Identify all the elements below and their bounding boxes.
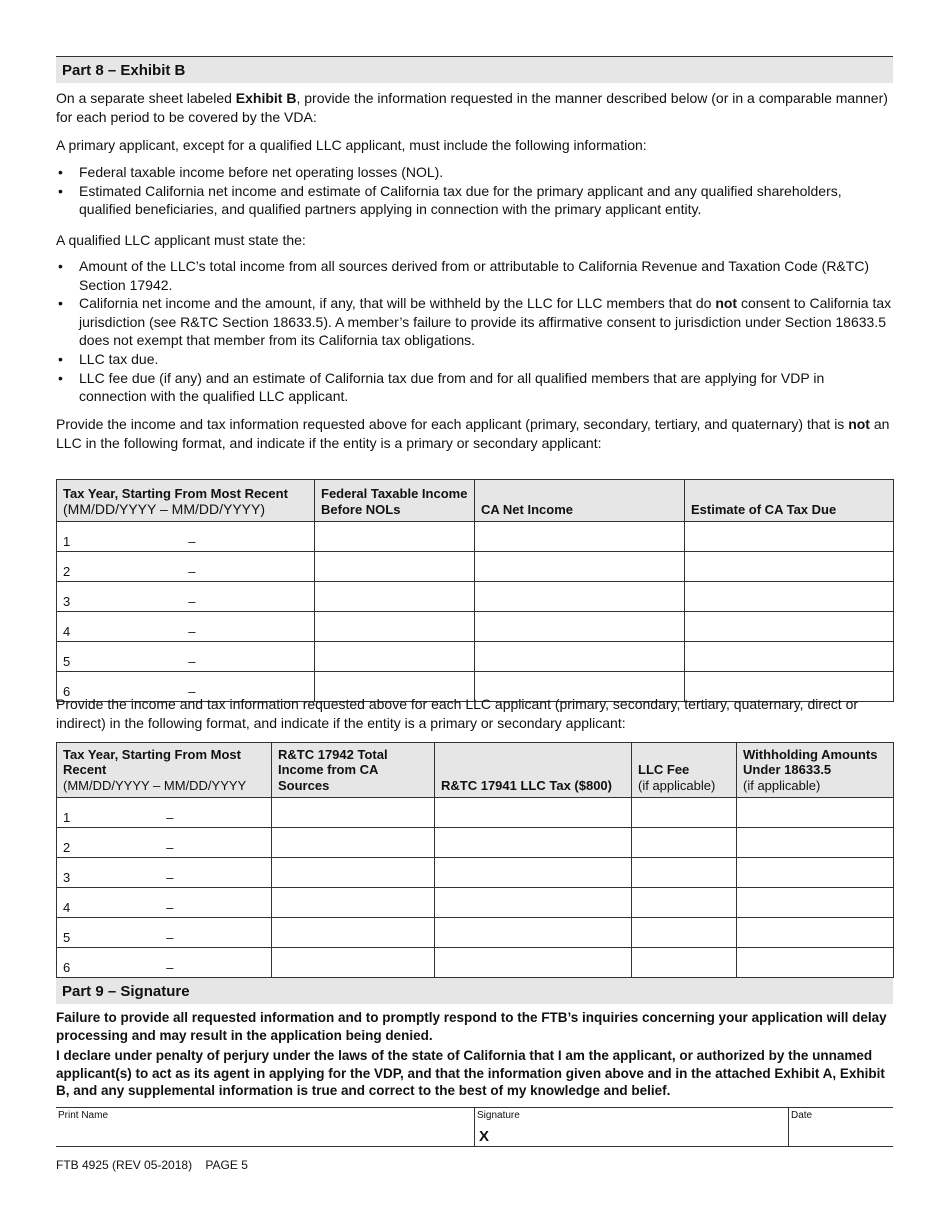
input-cell[interactable] xyxy=(475,522,685,552)
table-row xyxy=(57,888,894,918)
date-range-dash: – xyxy=(166,870,174,885)
col-llc-tax: R&TC 17941 LLC Tax ($800) xyxy=(435,743,632,798)
text-bold: Exhibit B xyxy=(235,90,297,106)
input-cell[interactable] xyxy=(685,522,894,552)
row-number: 2 xyxy=(63,564,71,579)
tax-year-cell[interactable] xyxy=(57,828,272,858)
part9-title: Part 9 – Signature xyxy=(62,983,190,1000)
text: , provide the information requested in the manner described below (or in a comparable manner) for each period to be covered by the VDA: xyxy=(56,90,888,125)
row-number: 1 xyxy=(63,810,71,825)
tax-year-cell[interactable] xyxy=(57,798,272,828)
input-cell[interactable] xyxy=(272,858,435,888)
date-range-dash: – xyxy=(166,960,174,975)
input-cell[interactable] xyxy=(272,888,435,918)
row-number: 6 xyxy=(63,960,71,975)
input-cell[interactable] xyxy=(685,612,894,642)
row-number: 3 xyxy=(63,594,71,609)
text: (MM/DD/YYYY – MM/DD/YYYY xyxy=(63,777,247,793)
input-cell[interactable] xyxy=(475,612,685,642)
input-cell[interactable] xyxy=(737,798,894,828)
part9-declaration: I declare under penalty of perjury under the laws of the state of California that I am the applicant, or authorized by the unnamed applicant(s) to act as its agent in applying for the VDP, and that the information given above and in the attached Exhibit A, Exhibit B, and any supplemental information is true and correct to the best of my knowledge and belief. xyxy=(56,1048,885,1098)
table-row xyxy=(57,612,894,642)
tax-year-cell[interactable] xyxy=(57,888,272,918)
input-cell[interactable] xyxy=(632,888,737,918)
text: Provide the income and tax information requested above for each applicant (primary, secondary, tertiary, and quaternary) that is xyxy=(56,416,849,432)
text: Tax Year, Starting From Most Recent xyxy=(63,486,288,501)
input-cell[interactable] xyxy=(632,858,737,888)
text-bold: not xyxy=(715,295,738,312)
date-range-dash: – xyxy=(188,594,196,609)
input-cell[interactable] xyxy=(737,948,894,978)
table-row xyxy=(57,582,894,612)
table-row xyxy=(57,828,894,858)
part8-intro xyxy=(56,89,893,127)
row-number: 6 xyxy=(63,684,71,699)
tax-year-cell[interactable] xyxy=(57,552,315,582)
print-name-field[interactable] xyxy=(56,1108,474,1146)
signature-field[interactable] xyxy=(474,1108,788,1146)
input-cell[interactable] xyxy=(737,888,894,918)
input-cell[interactable] xyxy=(435,858,632,888)
col-llc-fee xyxy=(632,743,737,798)
tax-year-cell[interactable] xyxy=(57,642,315,672)
input-cell[interactable] xyxy=(315,552,475,582)
row-number: 5 xyxy=(63,930,71,945)
date-range-dash: – xyxy=(188,534,196,549)
part9-header xyxy=(56,977,893,1004)
row-number: 5 xyxy=(63,654,71,669)
input-cell[interactable] xyxy=(685,552,894,582)
print-name-label: Print Name xyxy=(58,1110,109,1121)
input-cell[interactable] xyxy=(737,918,894,948)
part9-warning: Failure to provide all requested information and to promptly respond to the FTB’s inquiries concerning your application will delay processing and may result in the application being denied. xyxy=(56,1010,887,1043)
input-cell[interactable] xyxy=(315,522,475,552)
date-range-dash: – xyxy=(188,684,196,699)
input-cell[interactable] xyxy=(435,798,632,828)
col-federal-taxable-income: Federal Taxable Income Before NOLs xyxy=(315,480,475,522)
tax-year-cell[interactable] xyxy=(57,858,272,888)
signature-label: Signature xyxy=(477,1110,520,1121)
tax-year-cell[interactable] xyxy=(57,918,272,948)
date-range-dash: – xyxy=(166,840,174,855)
text: On a separate sheet labeled xyxy=(56,90,236,106)
row-number: 3 xyxy=(63,870,71,885)
llc-table xyxy=(56,742,894,978)
list-item: • LLC tax due. xyxy=(56,350,893,369)
input-cell[interactable] xyxy=(685,642,894,672)
input-cell[interactable] xyxy=(475,642,685,672)
tax-year-cell[interactable] xyxy=(57,522,315,552)
table-row xyxy=(57,948,894,978)
table-row xyxy=(57,858,894,888)
table-row xyxy=(57,642,894,672)
table-row xyxy=(57,798,894,828)
input-cell[interactable] xyxy=(475,582,685,612)
col-withholding xyxy=(737,743,894,798)
llc-bullets xyxy=(56,257,893,406)
row-number: 1 xyxy=(63,534,71,549)
tax-year-cell[interactable] xyxy=(57,612,315,642)
text-bold: not xyxy=(848,416,870,432)
date-label: Date xyxy=(791,1110,813,1121)
date-range-dash: – xyxy=(188,654,196,669)
input-cell[interactable] xyxy=(272,798,435,828)
input-cell[interactable] xyxy=(632,798,737,828)
table2-lead: Provide the income and tax information requested above for each LLC applicant (primary, secondary, tertiary, quaternary, direct or indirect) in the following format, and indicate if the entity is a primary or secondary applicant: xyxy=(56,696,859,731)
table-row xyxy=(57,552,894,582)
tax-year-cell[interactable] xyxy=(57,948,272,978)
list-item: • Estimated California net income and estimate of California tax due for the primary applicant and any qualified shareholders, qualified beneficiaries, and qualified partners applying in connection with the primary applicant entity. xyxy=(56,182,893,219)
table-row xyxy=(57,522,894,552)
text: (if applicable) xyxy=(743,777,821,793)
date-range-dash: – xyxy=(188,624,196,639)
part8-title: Part 8 – Exhibit B xyxy=(62,62,186,79)
tax-year-cell[interactable] xyxy=(57,582,315,612)
text: consent to California tax jurisdiction (see R&TC Section 18633.5). A member’s failure to provide its affirmative consent to jurisdiction under Section 18633.5 does not exempt that member from its California tax obligations. xyxy=(79,295,892,349)
input-cell[interactable] xyxy=(632,948,737,978)
text: (if applicable) xyxy=(638,777,716,793)
col-tax-year xyxy=(57,480,315,522)
table-row xyxy=(57,918,894,948)
primary-bullets xyxy=(56,163,893,219)
input-cell[interactable] xyxy=(315,642,475,672)
input-cell[interactable] xyxy=(737,828,894,858)
input-cell[interactable] xyxy=(272,918,435,948)
page-footer: FTB 4925 (REV 05-2018) PAGE 5 xyxy=(56,1158,248,1172)
text: Tax Year, Starting From Most Recent xyxy=(63,746,241,777)
input-cell[interactable] xyxy=(435,888,632,918)
llc-lead: A qualified LLC applicant must state the: xyxy=(56,232,306,248)
non-llc-table xyxy=(56,479,894,702)
signature-row xyxy=(56,1107,893,1147)
input-cell[interactable] xyxy=(632,828,737,858)
list-item xyxy=(56,294,893,350)
row-number: 2 xyxy=(63,840,71,855)
row-number: 4 xyxy=(63,624,71,639)
input-cell[interactable] xyxy=(272,948,435,978)
input-cell[interactable] xyxy=(315,582,475,612)
input-cell[interactable] xyxy=(435,948,632,978)
date-range-dash: – xyxy=(166,900,174,915)
col-total-income: R&TC 17942 Total Income from CA Sources xyxy=(272,743,435,798)
input-cell[interactable] xyxy=(685,582,894,612)
date-range-dash: – xyxy=(166,810,174,825)
input-cell[interactable] xyxy=(475,552,685,582)
input-cell[interactable] xyxy=(272,828,435,858)
row-number: 4 xyxy=(63,900,71,915)
col-ca-net-income: CA Net Income xyxy=(475,480,685,522)
text: Withholding Amounts Under 18633.5 xyxy=(743,746,878,777)
text: (MM/DD/YYYY – MM/DD/YYYY) xyxy=(63,500,265,517)
input-cell[interactable] xyxy=(737,858,894,888)
date-range-dash: – xyxy=(166,930,174,945)
primary-lead: A primary applicant, except for a qualified LLC applicant, must include the following information: xyxy=(56,137,647,153)
table1-lead xyxy=(56,415,893,453)
input-cell[interactable] xyxy=(435,918,632,948)
list-item: • Federal taxable income before net operating losses (NOL). xyxy=(56,163,893,182)
part8-header xyxy=(56,56,893,83)
date-range-dash: – xyxy=(188,564,196,579)
date-field[interactable] xyxy=(788,1108,893,1146)
list-item: • LLC fee due (if any) and an estimate of California tax due from and for all qualified members that are applying for VDP in connection with the qualified LLC applicant. xyxy=(56,369,893,406)
col-ca-tax-due: Estimate of CA Tax Due xyxy=(685,480,894,522)
input-cell[interactable] xyxy=(632,918,737,948)
col-tax-year xyxy=(57,743,272,798)
list-item: • Amount of the LLC’s total income from all sources derived from or attributable to California Revenue and Taxation Code (R&TC) Section 17942. xyxy=(56,257,893,294)
input-cell[interactable] xyxy=(315,612,475,642)
input-cell[interactable] xyxy=(435,828,632,858)
text: LLC Fee xyxy=(638,762,690,777)
signature-x-mark: X xyxy=(479,1128,490,1145)
text: California net income and the amount, if any, that will be withheld by the LLC for LLC members that do xyxy=(79,295,716,312)
text: an LLC in the following format, and indicate if the entity is a primary or secondary applicant: xyxy=(56,416,890,451)
